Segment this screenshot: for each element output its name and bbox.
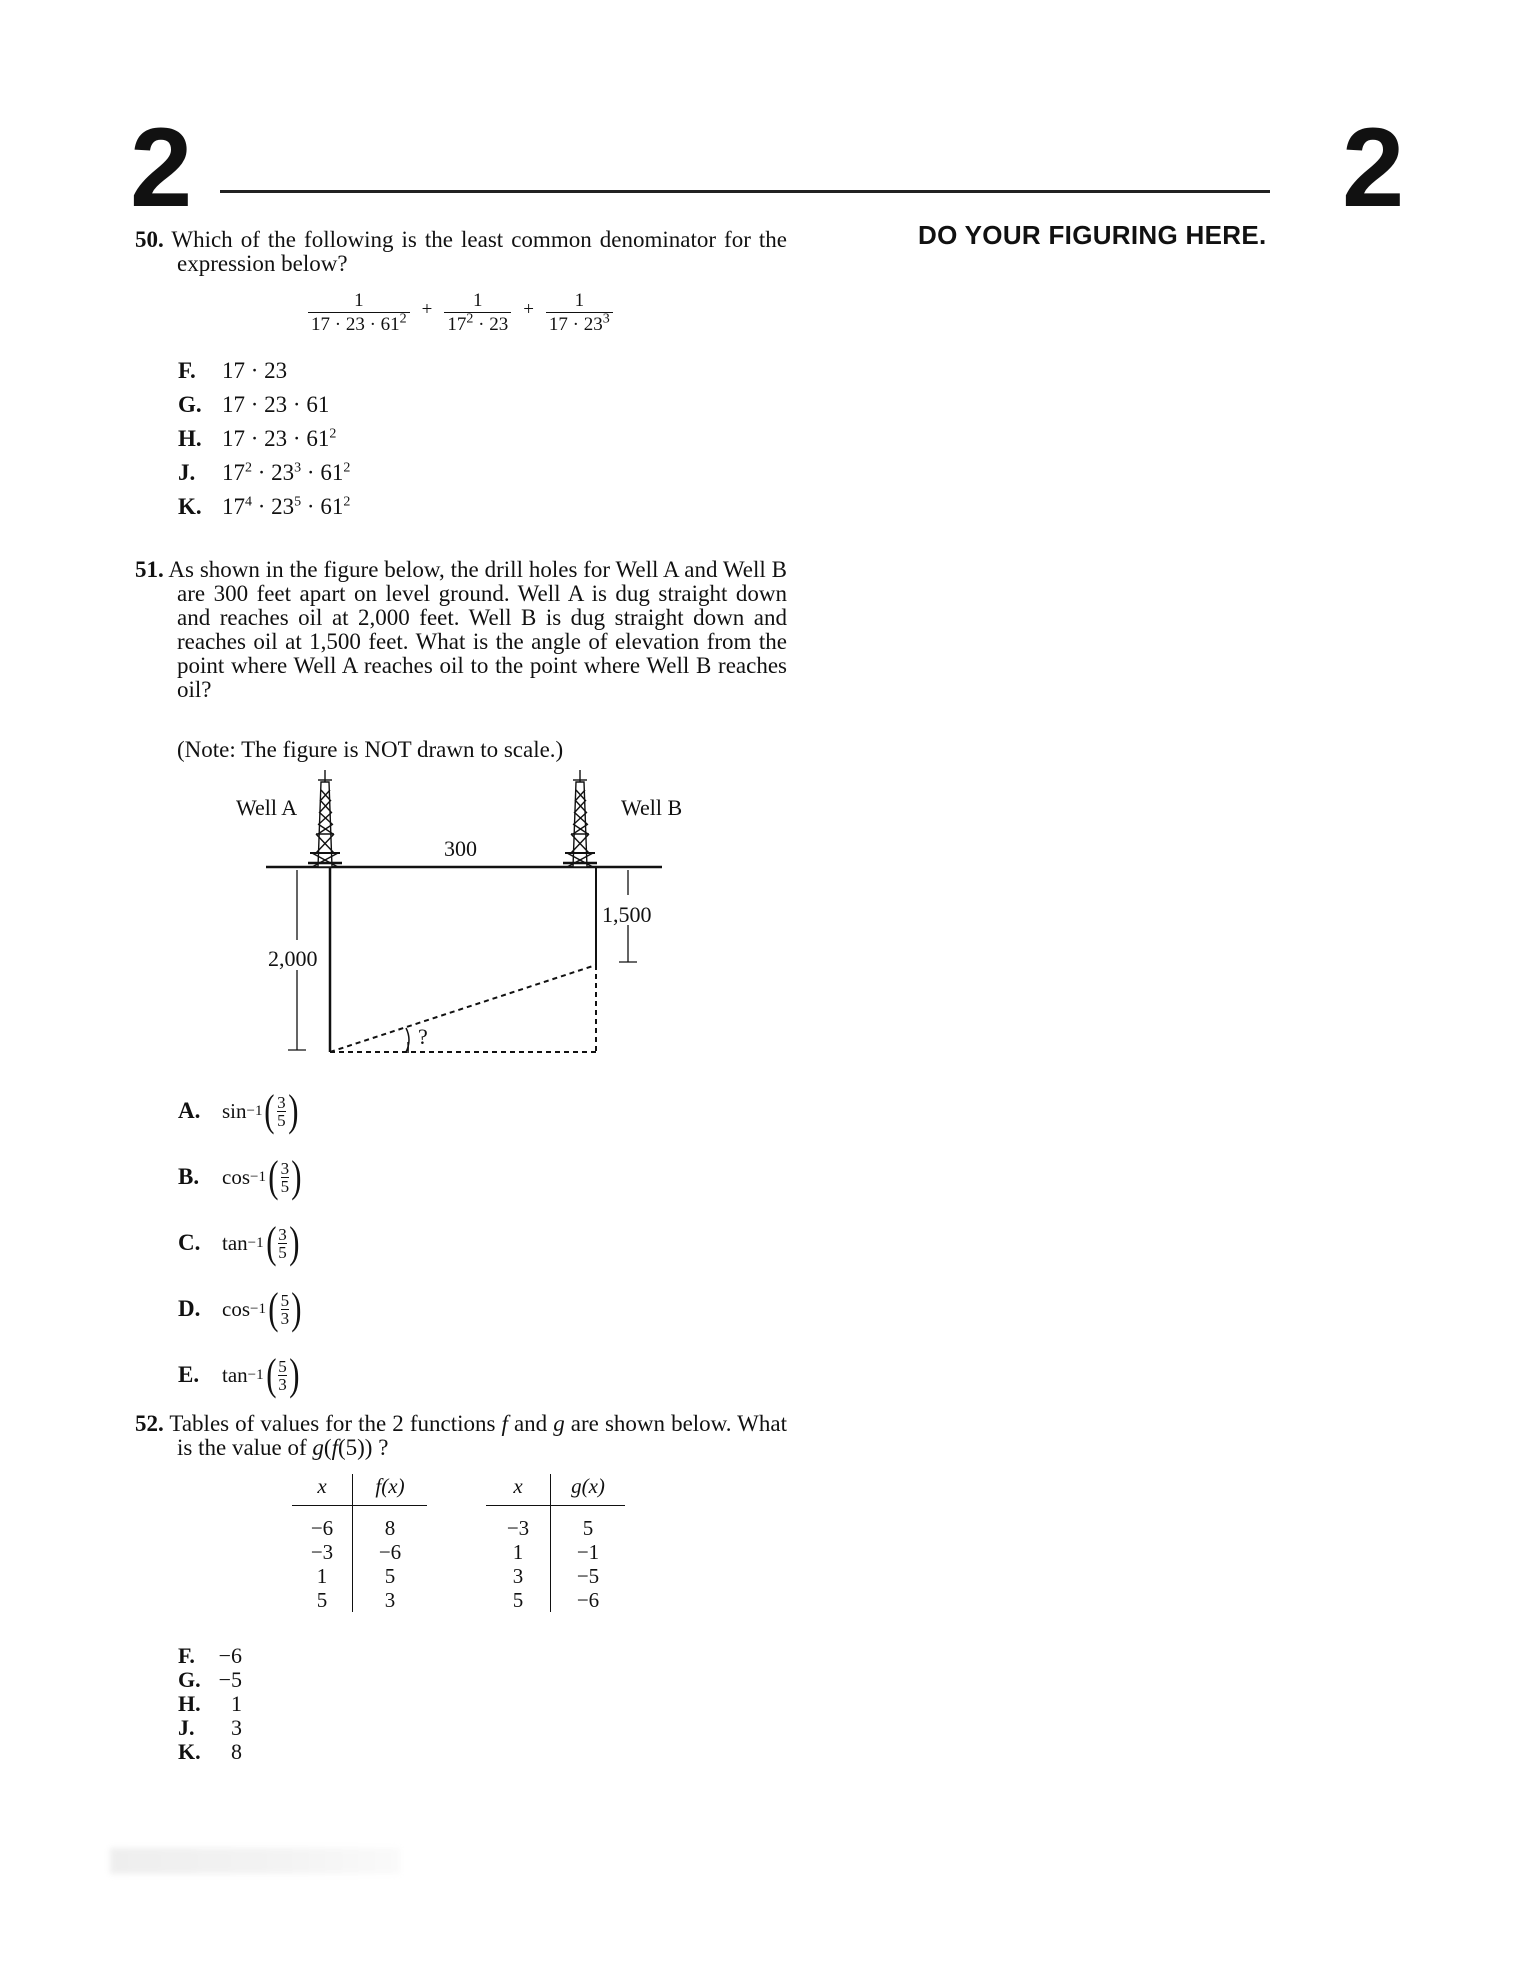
q50-fraction-2 [444,290,511,337]
table-g [486,1474,625,1612]
q50-choice-k[interactable] [178,490,350,524]
trig-function: tan [222,1363,248,1387]
q52-choice-g[interactable] [178,1668,242,1692]
q50-choice-j[interactable] [178,456,350,490]
choice-letter: K. [178,494,202,519]
frac-num: 5 [278,1356,287,1376]
table-g-cell: 3 [486,1564,551,1588]
table-g-cell: −3 [486,1506,551,1541]
question-50-text [135,228,787,276]
q50-plus-1: + [421,298,433,320]
q50-fraction-1-den: $17 \cdot 23 \cdot 61^2$ [308,312,410,337]
choice-text: 17 · 23 · 61 [222,392,330,417]
choice-text: $17^2 \cdot 23^3 \cdot 61^2$ [222,460,351,485]
section-number-right: 2 [1342,105,1405,230]
choice-letter: D. [178,1296,201,1321]
trig-function: sin [222,1099,247,1123]
q50-plus-2: + [523,298,534,320]
q50-fraction-1 [308,290,410,337]
table-g-cell: −1 [576,1540,600,1564]
question-50-number: 50. [135,227,164,252]
choice-value: −5 [218,1667,242,1692]
choice-text: $17 \cdot 23 \cdot 61^2$ [222,426,337,451]
frac-num: 5 [280,1290,290,1310]
question-52-prompt: Tables of values for the 2 functions f and g are shown below. What is the value of g(f(5)) ? [169,1411,787,1460]
choice-text: 17 · 23 [222,358,288,383]
trig-function: cos [222,1297,250,1321]
question-50-prompt: Which of the following is the least common denominator for the expression below? [171,227,787,276]
choice-expression: tan −1 ( $\frac{3}{5}$ ) [222,1210,301,1276]
q51-choice-c[interactable] [178,1210,304,1276]
frac-den: 5 [280,1176,290,1196]
q50-fraction-2-den: $17^2 \cdot 23$ [444,312,511,337]
frac-num: 3 [278,1224,287,1244]
choice-expression: sin −1 ( $\frac{3}{5}$ ) [222,1078,300,1144]
q50-fraction-1-num: 1 [354,290,364,311]
table-f-cell: −6 [292,1506,353,1541]
table-f-cell: 1 [292,1564,353,1588]
choice-letter: F. [178,358,196,383]
choice-value: −6 [218,1643,242,1668]
choice-letter: B. [178,1164,200,1189]
well-b-label: Well B [621,795,683,820]
q52-choice-f[interactable] [178,1644,242,1668]
header-rule [220,190,1270,193]
distance-label: 300 [444,836,477,861]
q50-expression [302,290,619,337]
q51-choice-b[interactable] [178,1144,304,1210]
elevation-line [330,965,596,1052]
section-number-left: 2 [130,105,193,230]
trig-function: cos [222,1165,250,1189]
question-51-prompt: As shown in the figure below, the drill holes for Well A and Well B are 300 feet apart on level ground. Well A is dug straight down and reaches oil at 2,000 feet. Well B is dug straight down and reaches oil at 1,500 feet. What is the angle of elevation from the point where Well A reaches oil to the point where Well B reaches oil? [168,557,788,702]
q52-choice-k[interactable] [178,1740,242,1764]
q50-choices [178,354,350,524]
well-a-label: Well A [236,795,298,820]
question-51-number: 51. [135,557,164,582]
q50-fraction-3-den: $17 \cdot 23^3$ [546,312,613,337]
table-g-cell: 5 [582,1516,594,1540]
choice-letter: J. [178,1715,195,1740]
table-f-cell: 8 [384,1516,396,1540]
q51-choices [178,1078,304,1408]
q51-choice-a[interactable] [178,1078,304,1144]
choice-letter: K. [178,1739,201,1764]
scan-smudge [110,1848,400,1874]
choice-letter: H. [178,426,202,451]
table-f-cell: −6 [378,1540,402,1564]
choice-value: 3 [231,1715,242,1740]
angle-label: ? [418,1024,428,1049]
choice-value: 8 [231,1739,242,1764]
table-f-cell: −3 [292,1540,353,1564]
q51-choice-d[interactable] [178,1276,304,1342]
table-f [292,1474,427,1612]
table-g-header-x: x [486,1474,551,1506]
table-g-cell: 5 [486,1588,551,1612]
q51-choice-e[interactable] [178,1342,304,1408]
depth-b-label: 1,500 [602,902,652,927]
choice-letter: C. [178,1230,201,1255]
frac-num: 3 [280,1158,290,1178]
choice-letter: G. [178,1667,201,1692]
question-52-number: 52. [135,1411,164,1436]
choice-text: $17^4 \cdot 23^5 \cdot 61^2$ [222,494,351,519]
choice-expression: cos −1 ( $\frac{3}{5}$ ) [222,1144,304,1210]
q52-choice-j[interactable] [178,1716,242,1740]
table-g-header-gx: g(x) [551,1474,626,1506]
choice-letter: H. [178,1691,201,1716]
q52-choice-h[interactable] [178,1692,242,1716]
choice-letter: F. [178,1643,195,1668]
table-f-cell: 5 [292,1588,353,1612]
q50-fraction-3 [546,290,613,337]
scratch-area-label: DO YOUR FIGURING HERE. [918,220,1267,250]
frac-den: 5 [278,1242,287,1262]
frac-den: 3 [280,1308,290,1328]
choice-letter: E. [178,1362,200,1387]
table-f-cell: 5 [384,1564,396,1588]
question-52-text [135,1412,787,1460]
choice-expression: cos −1 ( $\frac{5}{3}$ ) [222,1276,304,1342]
choice-expression: tan −1 ( $\frac{5}{3}$ ) [222,1342,301,1408]
table-g-cell: −5 [576,1564,600,1588]
q50-fraction-3-num: 1 [574,290,585,311]
frac-den: 3 [278,1374,287,1394]
table-g-cell: −6 [576,1588,600,1612]
trig-function: tan [222,1231,248,1255]
q50-choice-f[interactable] [178,354,350,388]
q50-fraction-2-num: 1 [473,290,483,311]
choice-letter: J. [178,460,196,485]
table-f-cell: 3 [384,1588,396,1612]
table-g-cell: 1 [486,1540,551,1564]
q50-choice-g[interactable] [178,388,350,422]
choice-letter: A. [178,1098,201,1123]
question-51-text [135,558,787,702]
depth-a-label: 2,000 [268,946,318,971]
derrick-b-icon [563,770,597,867]
choice-value: 1 [231,1691,242,1716]
table-f-header-fx: f(x) [353,1474,428,1506]
q50-choice-h[interactable] [178,422,350,456]
frac-num: 3 [277,1092,286,1112]
choice-letter: G. [178,392,202,417]
question-51-note: (Note: The figure is NOT drawn to scale.) [177,737,564,762]
table-f-header-x: x [292,1474,353,1506]
frac-den: 5 [277,1110,286,1130]
q52-choices [178,1644,242,1764]
